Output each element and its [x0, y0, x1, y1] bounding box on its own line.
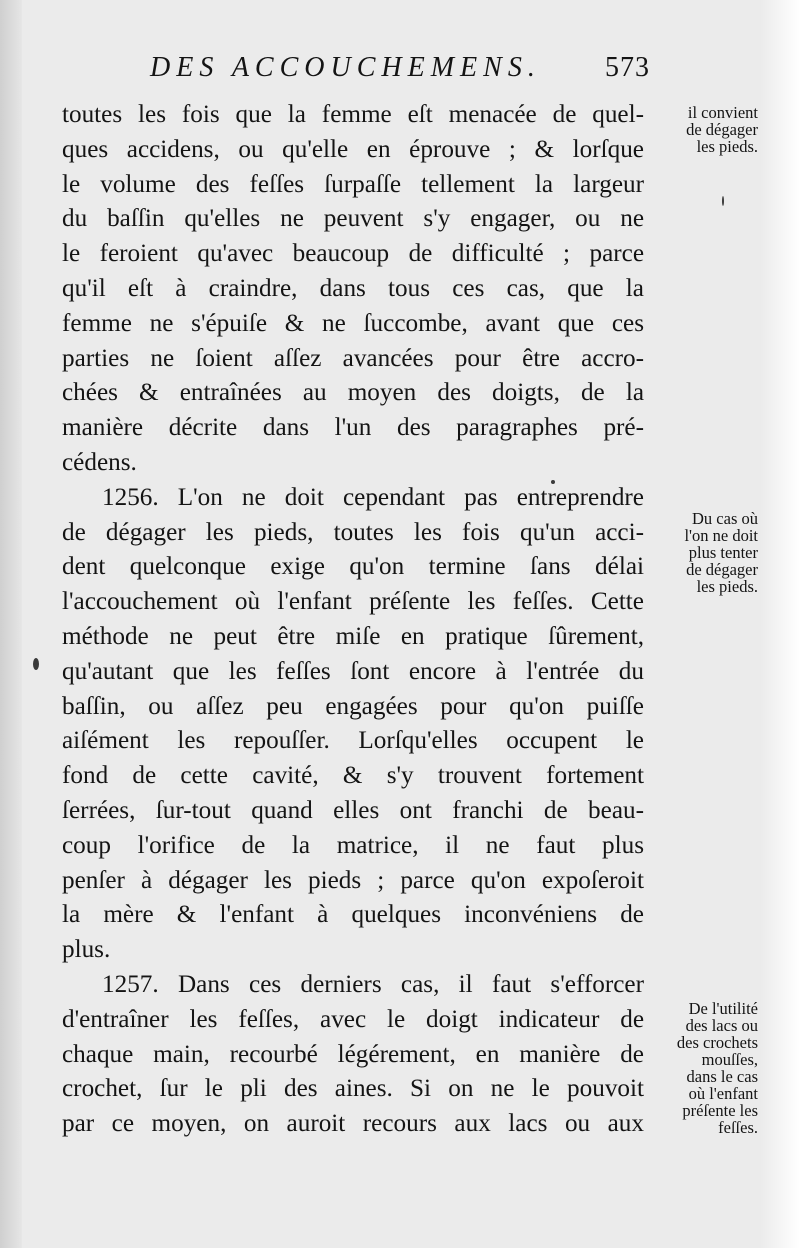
margin-note-line: plus tenter	[688, 543, 758, 562]
text-line: l'accouchement où l'enfant préſente les feſſes. Cette	[62, 588, 644, 616]
running-header	[150, 52, 650, 92]
margin-note-line: de dégager	[686, 560, 758, 579]
text-line: chées & entraînées au moyen des doigts, de la	[62, 379, 644, 407]
ink-speck	[722, 196, 724, 206]
text-line: qu'autant que les feſſes ſont encore à l'entrée du	[62, 657, 644, 685]
margin-note-line: dans le cas	[686, 1067, 758, 1086]
margin-note-line: où l'enfant	[688, 1084, 758, 1103]
text-line: coup l'orifice de la matrice, il ne faut plus	[62, 831, 644, 859]
text-line: le feroient qu'avec beaucoup de difficulté ; parce	[62, 240, 644, 268]
margin-note-line: mouſſes,	[701, 1050, 758, 1069]
margin-note-utilite-lacs	[634, 1000, 758, 1136]
text-line: ſerrées, ſur-tout quand elles ont franchi de beau-	[62, 796, 644, 824]
text-line: de dégager les pieds, toutes les fois qu'un acci-	[62, 518, 644, 546]
text-line: le volume des feſſes ſurpaſſe tellement la largeur	[62, 170, 644, 198]
margin-note-line: feſſes.	[718, 1118, 758, 1137]
text-line: méthode ne peut être miſe en pratique ſûrement,	[62, 622, 644, 650]
text-line: la mère & l'enfant à quelques inconvéniens de	[62, 901, 644, 929]
margin-note-line: préſente les	[682, 1101, 758, 1120]
margin-note-line: l'on ne doit	[684, 526, 758, 545]
text-line: ques accidens, ou qu'elle en éprouve ; & lorſque	[62, 135, 644, 163]
text-line: fond de cette cavité, & s'y trouvent fortement	[62, 762, 644, 790]
text-line: baſſin, ou aſſez peu engagées pour qu'on puiſſe	[62, 692, 644, 720]
text-line: du baſſin qu'elles ne peuvent s'y engager, ou ne	[62, 205, 644, 233]
margin-note-line: des crochets	[676, 1033, 758, 1052]
margin-note-line: Du cas où	[692, 509, 758, 528]
running-title: DES ACCOUCHEMENS.	[150, 52, 541, 83]
text-line: aiſément les repouſſer. Lorſqu'elles occupent le	[62, 727, 644, 755]
margin-note-line: il convient	[687, 103, 758, 122]
text-line: dent quelconque exige qu'on termine ſans délai	[62, 553, 644, 581]
paragraph-1257-first-line: 1257. Dans ces derniers cas, il faut s'efforcer	[102, 970, 644, 998]
ink-speck	[551, 480, 555, 484]
margin-note-line: De l'utilité	[688, 999, 758, 1018]
text-line: qu'il eſt à craindre, dans tous ces cas, que la	[62, 274, 644, 302]
margin-note-du-cas	[634, 510, 758, 595]
text-line: chaque main, recourbé légérement, en manière de	[62, 1040, 644, 1068]
text-line: plus.	[62, 936, 111, 964]
text-line: d'entraîner les feſſes, avec le doigt indicateur de	[62, 1005, 644, 1033]
ink-speck	[33, 658, 39, 670]
text-line: par ce moyen, on auroit recours aux lacs ou aux	[62, 1110, 644, 1138]
text-line: femme ne s'épuiſe & ne ſuccombe, avant que ces	[62, 309, 644, 337]
margin-note-line: de dégager	[686, 120, 758, 139]
text-line: toutes les fois que la femme eſt menacée de quel-	[62, 101, 644, 128]
text-line: parties ne ſoient aſſez avancées pour être accro-	[62, 344, 644, 372]
text-line: manière décrite dans l'un des paragraphes pré-	[62, 414, 644, 442]
page-number: 573	[605, 52, 650, 83]
main-text	[62, 98, 644, 1142]
text-line: penſer à dégager les pieds ; parce qu'on expoſeroit	[62, 866, 644, 894]
margin-note-line: des lacs ou	[685, 1016, 758, 1035]
margin-note-line: les pieds.	[696, 137, 758, 156]
margin-note-line: les pieds.	[696, 577, 758, 596]
text-line: crochet, ſur le pli des aines. Si on ne le pouvoit	[62, 1075, 644, 1103]
margin-note-dégager-pieds	[634, 104, 758, 155]
text-line: cédens.	[62, 448, 137, 476]
paragraph-1256-first-line: 1256. L'on ne doit cependant pas entreprendre	[102, 483, 644, 511]
